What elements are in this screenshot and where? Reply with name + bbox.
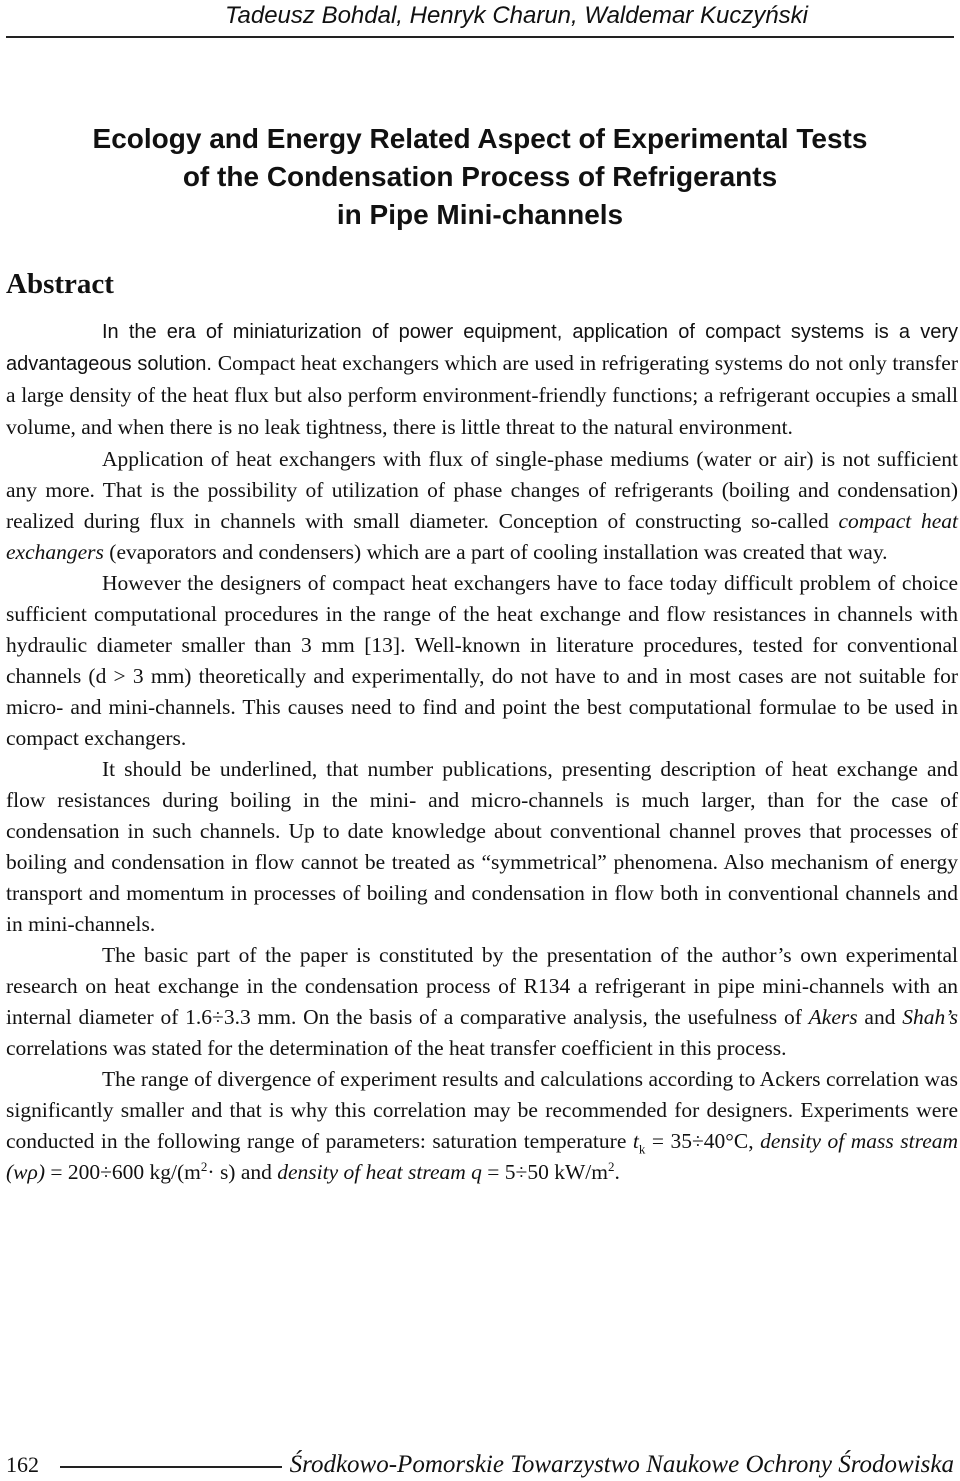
- title-line-3: in Pipe Mini-channels: [336, 199, 624, 230]
- abstract-p6-t: t: [632, 1129, 639, 1153]
- abstract-p5-shah: Shah’s: [902, 1005, 959, 1029]
- running-head-authors: Tadeusz Bohdal, Henryk Charun, Waldemar Kuczyński: [225, 2, 808, 29]
- abstract-p5-and: and: [864, 1005, 896, 1029]
- abstract-paragraph-6: [6, 1064, 958, 1188]
- abstract-p6-mass-tail: · s) and: [207, 1160, 272, 1184]
- abstract-p6-sup1: 2: [200, 1158, 208, 1174]
- abstract-p2-a: Application of heat exchangers with flux of single-phase mediums (water or air) is not sufficient any more. That is the possibility of utilization of phase changes of refrigerants (boiling and condensation) realized during flux in channels with small diameter. Conception of constructing so-called: [6, 447, 958, 533]
- header-rule: [6, 36, 954, 38]
- abstract-p5-akers: Akers: [808, 1005, 858, 1029]
- abstract-p6-temp: = 35÷40°C,: [651, 1129, 754, 1153]
- abstract-paragraph-5: [6, 940, 958, 1064]
- title-line-2: of the Condensation Process of Refrigerants: [182, 161, 778, 192]
- title-line-1: Ecology and Energy Related Aspect of Experimental Tests: [92, 123, 868, 154]
- abstract-paragraph-3: However the designers of compact heat exchangers have to face today difficult problem of choice sufficient computational procedures in the range of the heat exchange and flow resistances in channels with hydraulic diameter smaller than 3 mm [13]. Well-known in literature procedures, tested for conventional channels (d > 3 mm) theoretically and experimentally, do not have to and in most cases are not suitable for micro- and mini-channels. This causes need to find and point the best computational formulae to be used in compact exchangers.: [6, 571, 958, 750]
- paper-title: [0, 120, 960, 234]
- abstract-p2-b: (evaporators and condensers) which are a part of cooling installation was created that way.: [109, 540, 888, 564]
- abstract-p2-italic: compact heat exchangers: [6, 509, 959, 564]
- page-number: 162: [6, 1452, 39, 1477]
- abstract-p6-end: .: [614, 1160, 620, 1184]
- abstract-p5-a: The basic part of the paper is constituted by the presentation of the author’s own experimental research on heat exchange in the condensation process of R134 a refrigerant in pipe mini-channels with an internal diameter of 1.6÷3.3 mm. On the basis of a comparative analysis, the usefulness of: [6, 943, 958, 1029]
- abstract-p6-wp: (wρ): [6, 1160, 45, 1184]
- abstract-p1-sans: In the era of miniaturization of power equipment, application of compact systems is a very advantageous solution.: [6, 321, 958, 375]
- abstract-p6-heat-val: = 5÷50 kW/m: [487, 1160, 608, 1184]
- abstract-p6-sup2: 2: [607, 1158, 615, 1174]
- abstract-body: [6, 317, 958, 1188]
- abstract-paragraph-4: It should be underlined, that number publications, presenting description of heat exchange and flow resistances during boiling in the mini- and micro-channels is much larger, than for the case of condensation in such channels. Up to date knowledge about conventional channel proves that processes of boiling and condensation in flow cannot be treated as “symmetrical” phenomena. Also mechanism of energy transport and momentum in processes of boiling and condensation in flow both in conventional channels and in mini-channels.: [6, 757, 958, 936]
- abstract-p6-a: The range of divergence of experiment results and calculations according to Ackers correlation was significantly smaller and that is why this correlation may be recommended for designers. Experiments were conducted in the following range of parameters: saturation temperature: [6, 1067, 958, 1153]
- abstract-p1-rest: Compact heat exchangers which are used in refrigerating systems do not only transfer a large density of the heat flux but also perform environment-friendly functions; a refrigerant occupies a small volume, and when there is no leak tightness, there is little threat to the natural environment.: [6, 351, 959, 439]
- journal-name: Środkowo-Pomorskie Towarzystwo Naukowe Ochrony Środowiska: [282, 1452, 954, 1478]
- abstract-heading: Abstract: [6, 268, 114, 300]
- abstract-p6-density-mass: density of mass stream: [760, 1129, 959, 1153]
- abstract-p6-t-sub: k: [638, 1141, 646, 1157]
- abstract-p6-density-heat: density of heat stream q: [277, 1160, 482, 1184]
- abstract-paragraph-1: [6, 317, 958, 444]
- abstract-paragraph-2: [6, 444, 958, 568]
- abstract-p6-mass-val: = 200÷600 kg/(m: [50, 1160, 201, 1184]
- abstract-p5-b: correlations was stated for the determination of the heat transfer coefficient in this process.: [6, 1036, 787, 1060]
